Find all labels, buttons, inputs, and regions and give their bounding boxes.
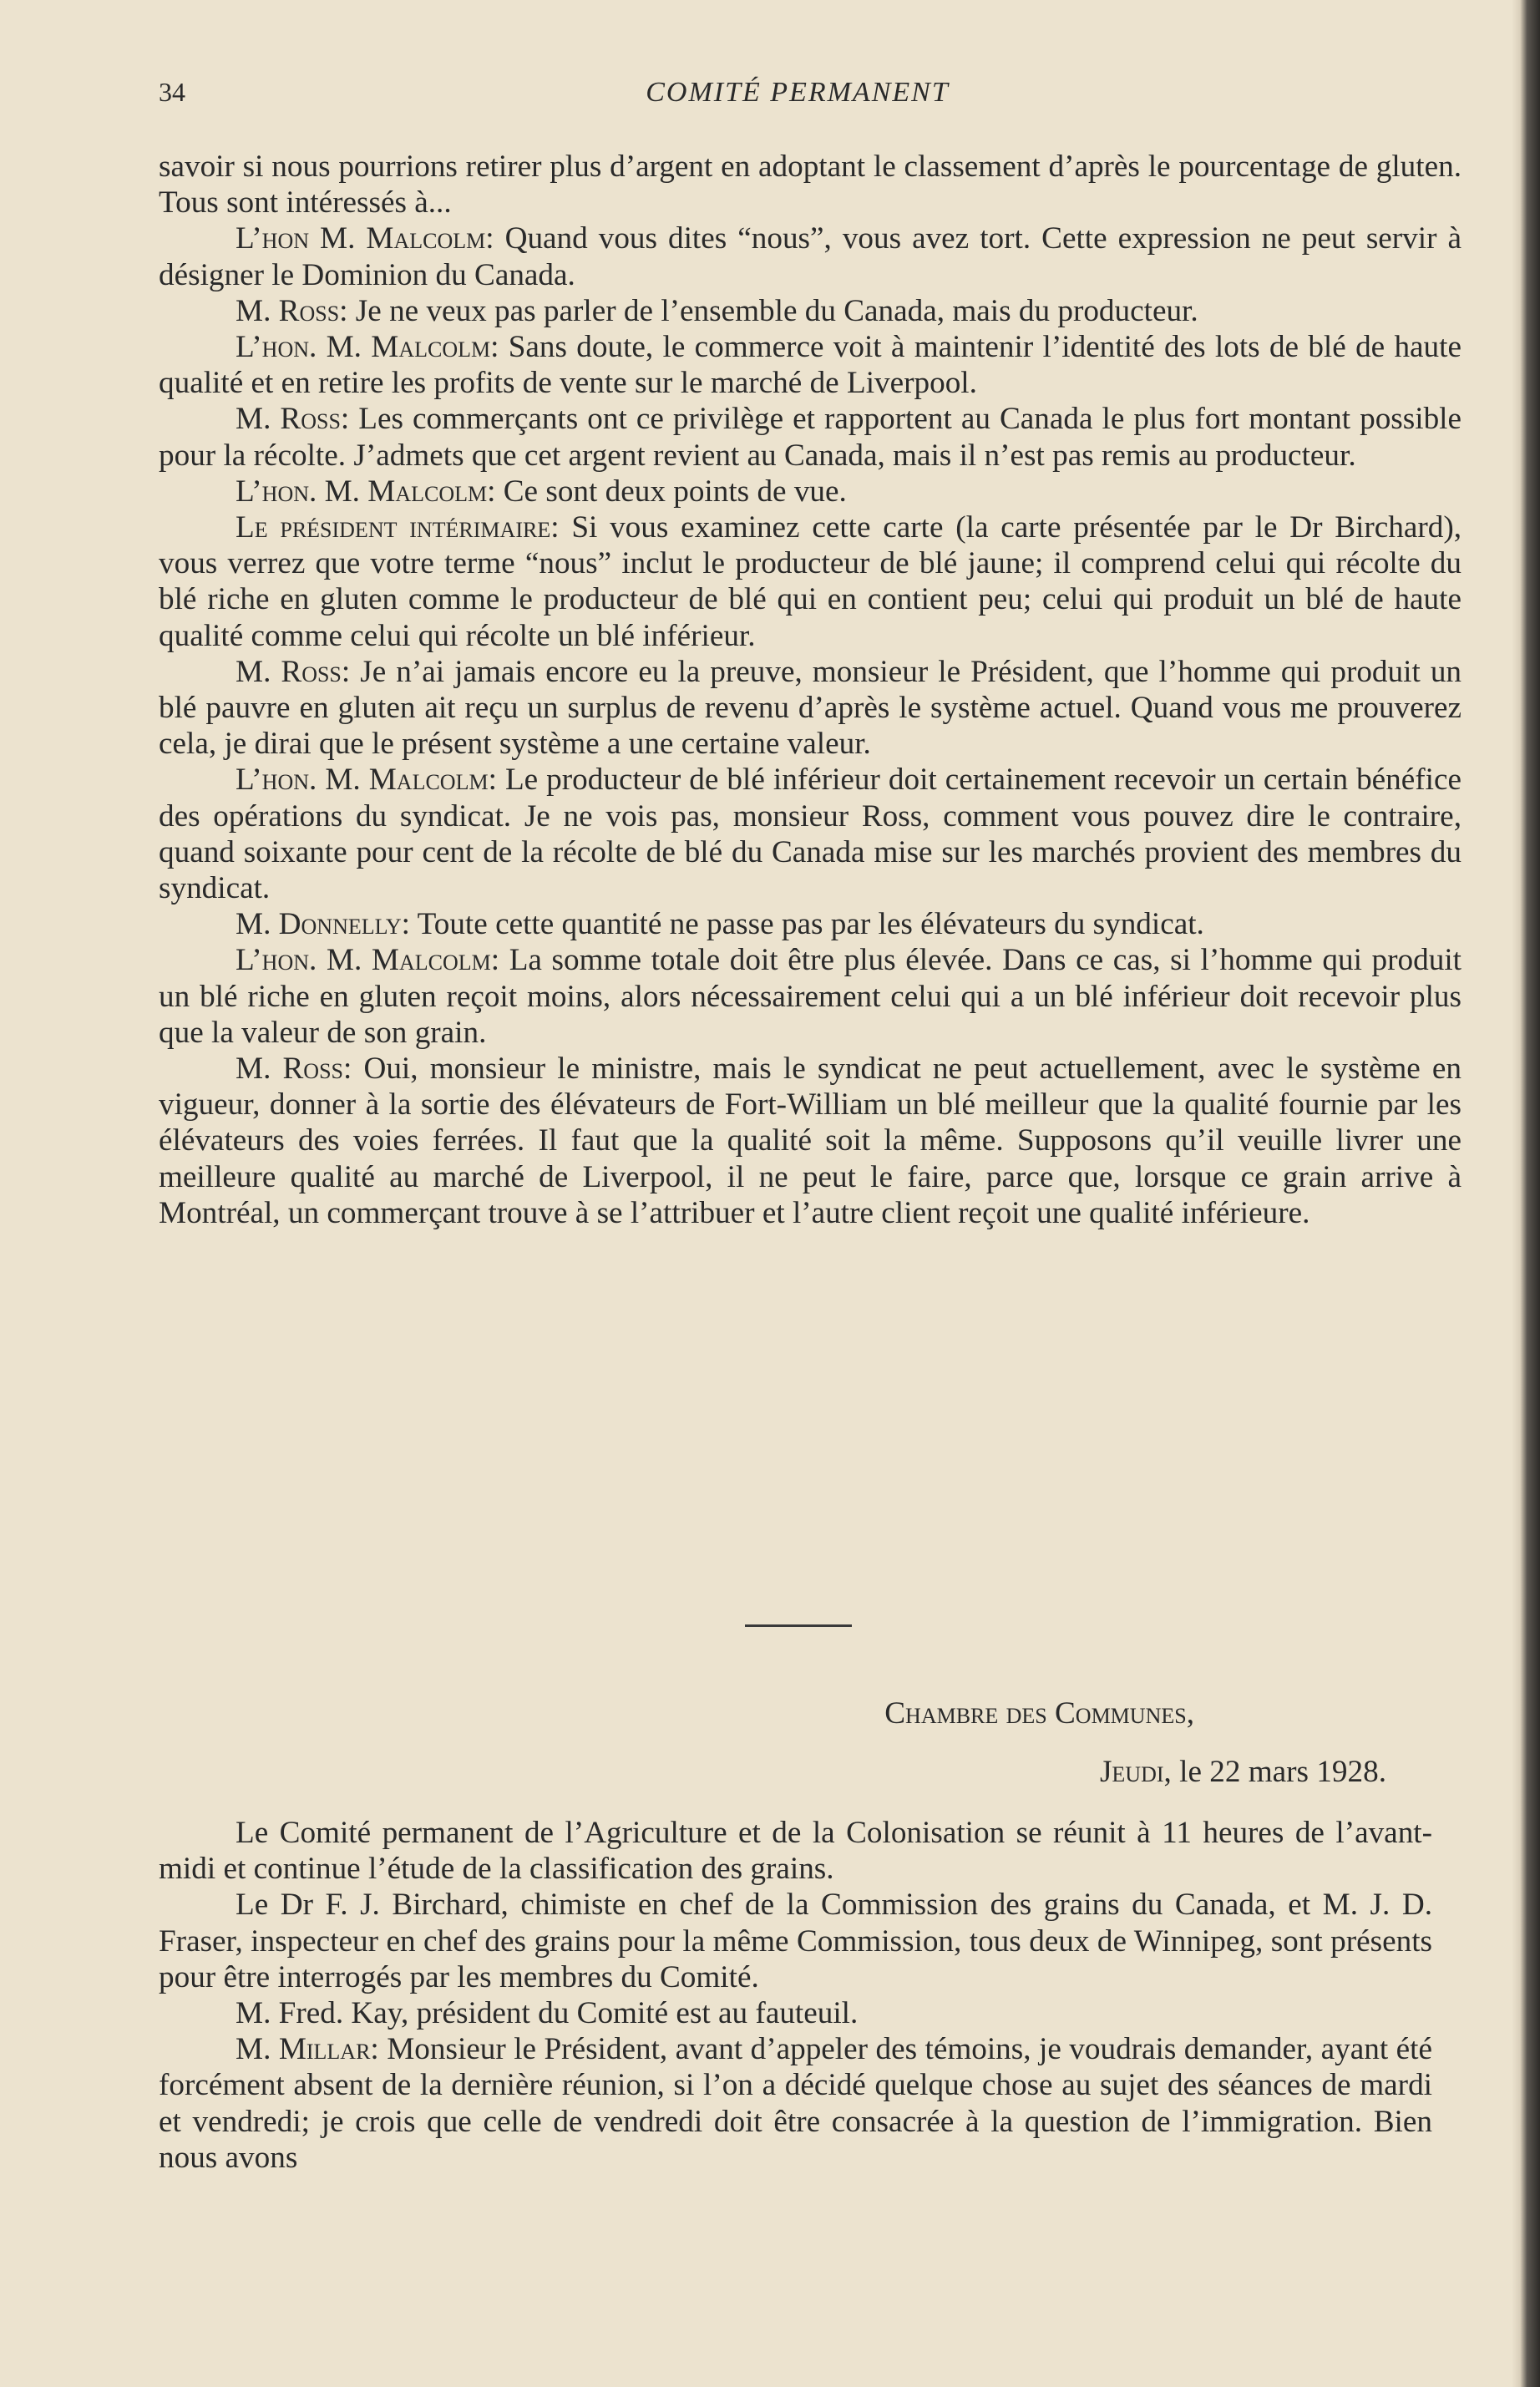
speaker-name: L’hon. M. Malcolm: <box>236 474 496 509</box>
meeting-date-text: le 22 mars 1928. <box>1179 1755 1386 1789</box>
paragraph-text: Oui, monsieur le ministre, mais le syndicat ne peut actuellement, avec le système en vigueur, donner à la sortie des élévateurs de Fort-William un blé meilleur que la qualité fournie par les élévateurs des voies ferrées. Il faut que la qualité soit la même. Supposons qu’il veuille livrer une meilleure qualité au marché de Liverpool, il ne peut le faire, parce que, lorsque ce grain arrive à Montréal, un commerçant trouve à se l’attribuer et l’autre client reçoit une qualité inférieure. <box>159 1052 1462 1230</box>
speaker-name: M. Ross: <box>236 402 350 437</box>
paragraph-2 <box>159 220 1461 292</box>
running-title: COMITÉ PERMANENT <box>646 77 950 108</box>
page-header <box>159 77 1436 114</box>
paragraph-1 <box>159 149 1461 220</box>
paragraph-text: Monsieur le Président, avant d’appeler des témoins, je voudrais demander, ayant été forcément absent de la dernière réunion, si l’on a décidé quelque chose au sujet des séances de mardi et vendredi; je crois que celle de vendredi doit être consacrée à la question de l’immigration. Bien nous avons <box>159 2032 1432 2175</box>
meeting-place: Chambre des Communes, <box>884 1696 1194 1731</box>
paragraph-14 <box>159 1887 1432 1995</box>
speaker-name: Le président intérimaire: <box>236 510 560 545</box>
speaker-name: L’hon. M. Malcolm: <box>236 763 497 798</box>
paragraph-10 <box>159 906 1461 942</box>
speaker-name: M. Donnelly: <box>236 907 410 942</box>
paragraph-text: Quand vous dites “nous”, vous avez tort. Cette expression ne peut servir à désigner le Dominion du Canada. <box>159 221 1461 292</box>
speaker-name: M. Ross: <box>236 654 351 689</box>
speaker-name: L’hon. M. Malcolm: <box>236 943 500 978</box>
paragraph-6 <box>159 474 1461 509</box>
paragraph-12 <box>159 1051 1461 1231</box>
speaker-name: M. Millar: <box>236 2032 379 2067</box>
paragraph-text: Si vous examinez cette carte (la carte présentée par le Dr Birchard), vous verrez que votre terme “nous” inclut le producteur de blé jaune; il comprend celui qui récolte du blé riche en gluten comme le producteur de blé qui en contient peu; celui qui produit un blé de haute qualité comme celui qui récolte un blé inférieur. <box>159 510 1462 653</box>
speaker-name: M. Ross: <box>236 1052 352 1087</box>
page-edge-shadow <box>1512 0 1540 2387</box>
page-number: 34 <box>159 77 185 107</box>
paragraph-7 <box>159 509 1461 654</box>
paragraph-text: Je ne veux pas parler de l’ensemble du Canada, mais du producteur. <box>355 293 1198 328</box>
paragraph-text: Le Comité permanent de l’Agriculture et de la Colonisation se réunit à 11 heures de l’avant-midi et continue l’étude de la classification des grains. <box>159 1816 1432 1887</box>
paragraph-8 <box>159 654 1461 763</box>
paragraph-11 <box>159 942 1461 1051</box>
paragraph-text: Toute cette quantité ne passe pas par les élévateurs du syndicat. <box>417 907 1204 942</box>
meeting-proceedings-text <box>159 1815 1432 2176</box>
speaker-name: M. Ross: <box>236 293 348 328</box>
paragraph-text: Je n’ai jamais encore eu la preuve, monsieur le Président, que l’homme qui produit un blé pauvre en gluten ait reçu un surplus de revenu d’après le système actuel. Quand vous me prouverez cela, je dirai que le présent système a une certaine valeur. <box>159 654 1462 762</box>
paragraph-4 <box>159 329 1461 401</box>
paragraph-text: Les commerçants ont ce privilège et rapportent au Canada le plus fort montant possible pour la récolte. J’admets que cet argent revient au Canada, mais il n’est pas remis au producteur. <box>159 402 1461 473</box>
paragraph-text: La somme totale doit être plus élevée. Dans ce cas, si l’homme qui produit un blé riche en gluten reçoit moins, alors nécessairement celui qui a un blé inférieur doit recevoir plus que la valeur de son grain. <box>159 943 1461 1050</box>
paragraph-3 <box>159 293 1461 329</box>
speaker-name: L’hon. M. Malcolm: <box>236 330 499 365</box>
paragraph-text: savoir si nous pourrions retirer plus d’argent en adoptant le classement d’après le pourcentage de gluten. Tous sont intéressés à... <box>159 150 1461 220</box>
paragraph-text: M. Fred. Kay, président du Comité est au fauteuil. <box>236 1996 859 2031</box>
meeting-date <box>835 1754 1386 1790</box>
proceedings-text <box>159 149 1461 1231</box>
paragraph-text: Ce sont deux points de vue. <box>503 474 847 509</box>
paragraph-16 <box>159 2031 1432 2176</box>
paragraph-5 <box>159 401 1461 473</box>
paragraph-text: Sans doute, le commerce voit à maintenir l’identité des lots de blé de haute qualité et en retire les profits de vente sur le marché de Liverpool. <box>159 330 1461 401</box>
speaker-name: L’hon M. Malcolm: <box>236 221 494 256</box>
paragraph-text: Le Dr F. J. Birchard, chimiste en chef de la Commission des grains du Canada, et M. J. D. Fraser, inspecteur en chef des grains pour la même Commission, tous deux de Winnipeg, sont présents pour être interrogés par les membres du Comité. <box>159 1888 1432 1994</box>
paragraph-text: Le producteur de blé inférieur doit certainement recevoir un certain bénéfice des opérations du syndicat. Je ne vois pas, monsieur Ross, comment vous pouvez dire le contraire, quand soixante pour cent de la récolte de blé du Canada mise sur les marchés provient des membres du syndicat. <box>159 763 1461 906</box>
paragraph-9 <box>159 762 1461 906</box>
paragraph-13 <box>159 1815 1432 1887</box>
paragraph-15 <box>159 1995 1432 2031</box>
meeting-day: Jeudi, <box>1099 1755 1172 1789</box>
section-divider <box>745 1624 852 1627</box>
